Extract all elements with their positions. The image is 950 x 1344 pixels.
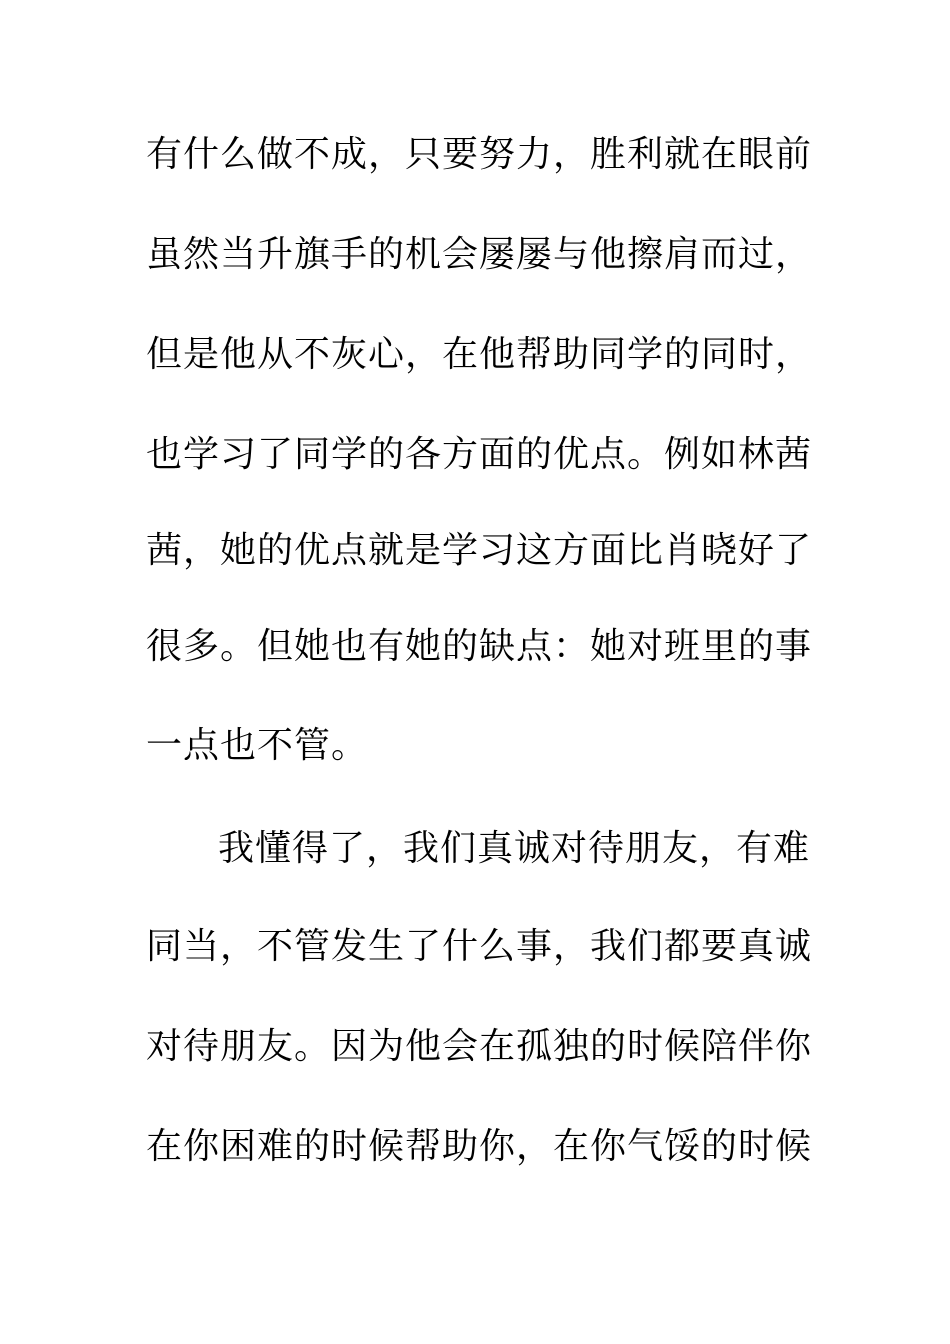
paragraph-first-line: 我懂得了，我们真诚对待朋友，有难 bbox=[218, 828, 811, 869]
text-line: 也学习了同学的各方面的优点。例如林茜 bbox=[146, 434, 813, 475]
text-line: 对待朋友。因为他会在孤独的时候陪伴你 bbox=[146, 1026, 813, 1067]
text-line: 很多。但她也有她的缺点：她对班里的事 bbox=[146, 626, 813, 667]
text-line: 茜，她的优点就是学习这方面比肖晓好了 bbox=[146, 530, 813, 571]
text-line: 有什么做不成，只要努力，胜利就在眼前 bbox=[146, 134, 813, 175]
text-line: 一点也不管。 bbox=[146, 725, 369, 766]
text-line: 但是他从不灰心，在他帮助同学的同时， bbox=[146, 334, 813, 375]
text-line: 在你困难的时候帮助你，在你气馁的时候 bbox=[146, 1126, 813, 1167]
text-line: 虽然当升旗手的机会屡屡与他擦肩而过， bbox=[146, 234, 813, 275]
text-line: 同当，不管发生了什么事，我们都要真诚 bbox=[146, 926, 813, 967]
